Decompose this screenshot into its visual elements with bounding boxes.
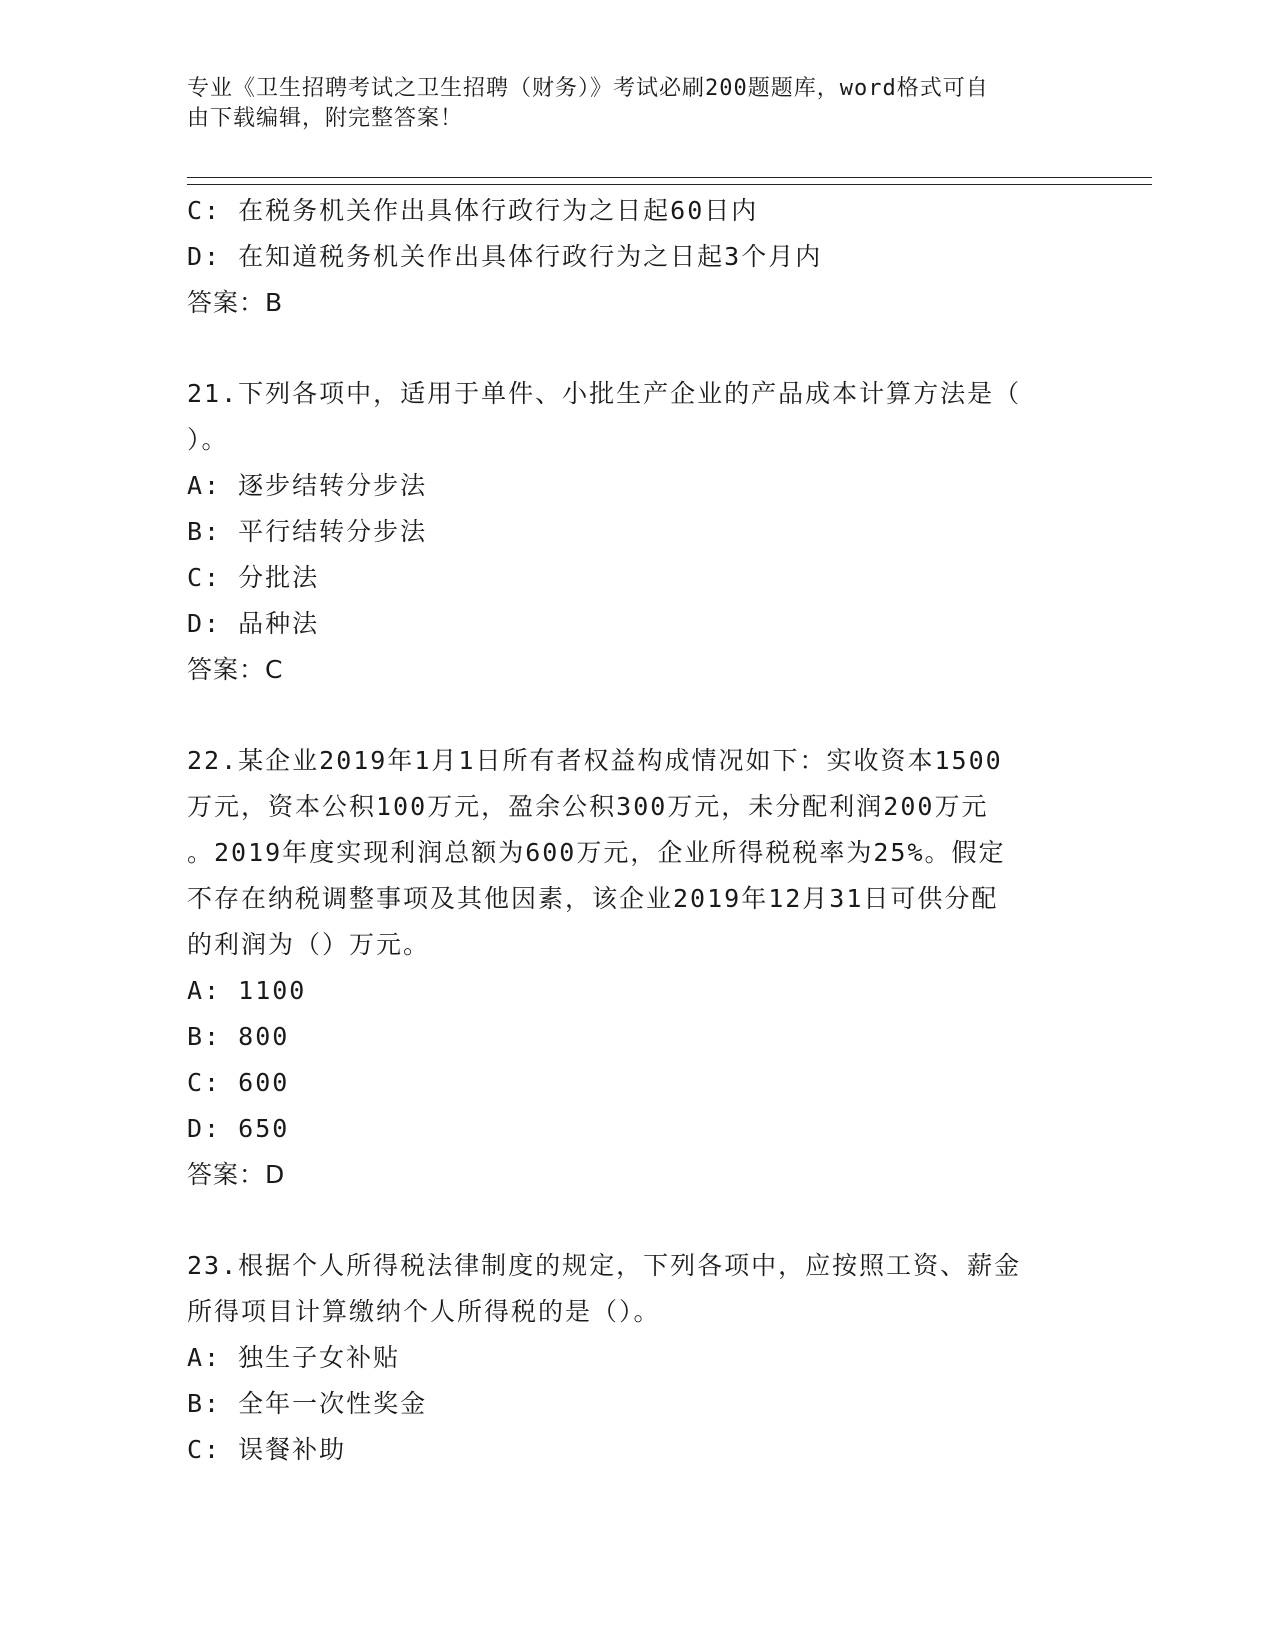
header-line-2: 由下载编辑，附完整答案！ <box>187 106 464 131</box>
option-d: D: 品种法 <box>187 609 320 638</box>
question-text-line: 不存在纳税调整事项及其他因素，该企业2019年12月31日可供分配 <box>187 884 999 913</box>
answer-line: 答案：B <box>187 288 284 317</box>
question-text-line: 万元，资本公积100万元，盈余公积300万元，未分配利润200万元 <box>187 792 989 821</box>
question-21 <box>187 371 1087 693</box>
option-d: D: 在知道税务机关作出具体行政行为之日起3个月内 <box>187 242 823 271</box>
option-d: D: 650 <box>187 1114 290 1143</box>
prev-question-block <box>187 188 1087 326</box>
question-23 <box>187 1243 1087 1473</box>
question-22 <box>187 738 1087 1198</box>
option-a: A: 1100 <box>187 976 307 1005</box>
document-header <box>187 74 1067 134</box>
option-a: A: 逐步结转分步法 <box>187 471 428 500</box>
option-c: C: 误餐补助 <box>187 1435 347 1464</box>
answer-line: 答案：C <box>187 655 284 684</box>
option-a: A: 独生子女补贴 <box>187 1343 401 1372</box>
question-text-line: 23.根据个人所得税法律制度的规定，下列各项中，应按照工资、薪金 <box>187 1251 1022 1280</box>
question-text-line: 。2019年度实现利润总额为600万元，企业所得税税率为25%。假定 <box>187 838 1006 867</box>
option-c: C: 在税务机关作出具体行政行为之日起60日内 <box>187 196 759 225</box>
answer-line: 答案：D <box>187 1160 286 1189</box>
question-text-line: 所得项目计算缴纳个人所得税的是（）。 <box>187 1297 661 1326</box>
question-content <box>187 188 1087 1473</box>
option-c: C: 600 <box>187 1068 290 1097</box>
option-b: B: 800 <box>187 1022 290 1051</box>
header-line-1: 专业《卫生招聘考试之卫生招聘（财务）》考试必刷200题题库，word格式可自 <box>187 76 989 101</box>
header-divider <box>187 177 1152 185</box>
question-text-line: 22.某企业2019年1月1日所有者权益构成情况如下：实收资本1500 <box>187 746 1003 775</box>
option-c: C: 分批法 <box>187 563 320 592</box>
question-text-line: ）。 <box>187 425 229 454</box>
question-text-line: 21.下列各项中，适用于单件、小批生产企业的产品成本计算方法是（ <box>187 379 1022 408</box>
question-text-line: 的利润为（）万元。 <box>187 930 431 959</box>
option-b: B: 全年一次性奖金 <box>187 1389 428 1418</box>
option-b: B: 平行结转分步法 <box>187 517 428 546</box>
